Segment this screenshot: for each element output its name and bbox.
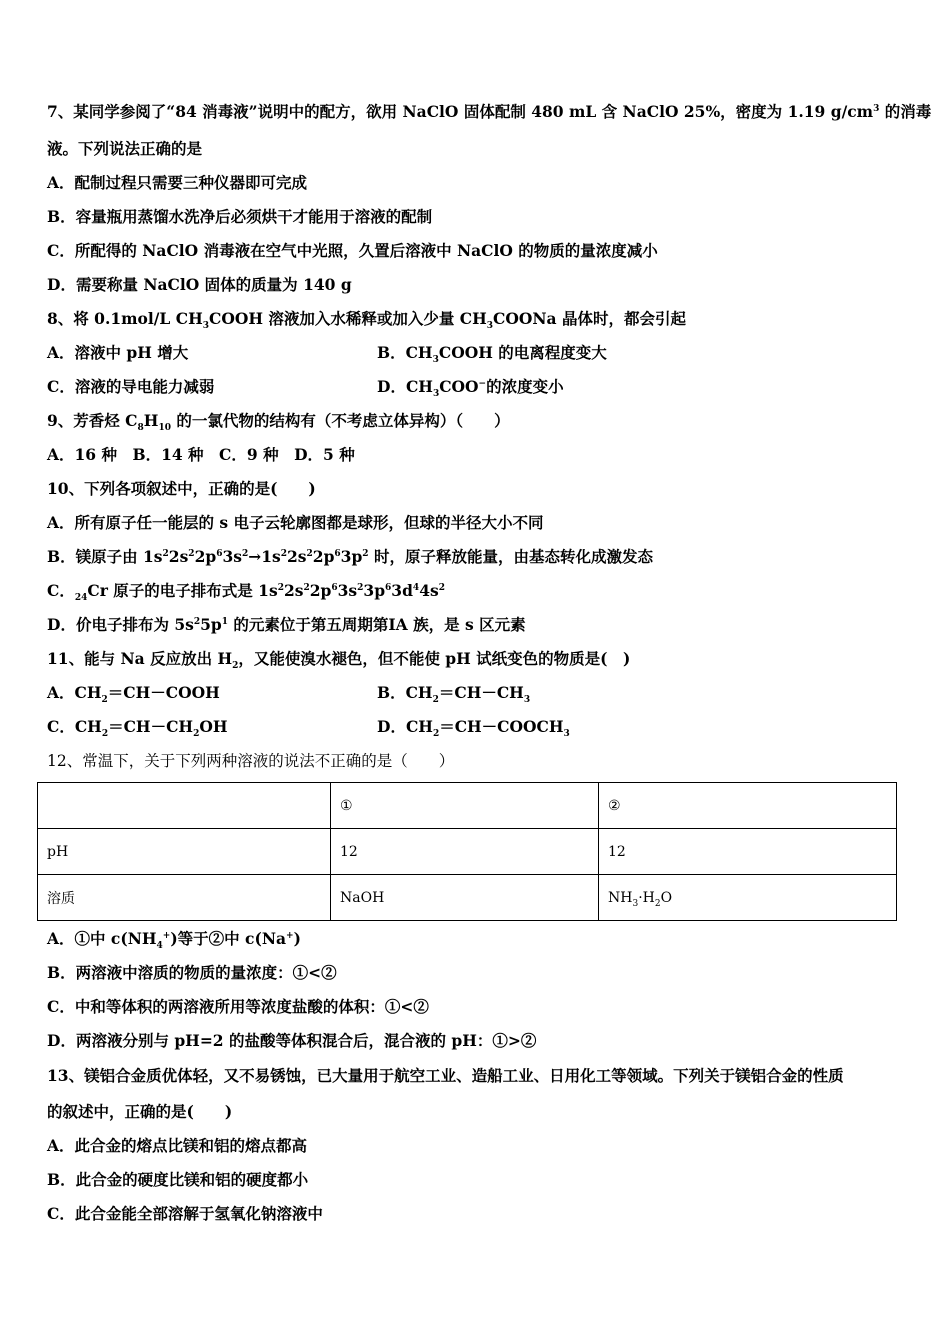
- q8-option-c: C．溶液的导电能力减弱: [47, 377, 215, 396]
- q11-option-b: B．$CH_2=CH-CH_3$: [377, 683, 531, 706]
- table-row: [38, 829, 897, 875]
- q12-table: [37, 782, 897, 921]
- q10-option-c: C．$_{24}$Cr 原子的电子排布式是 $1s^22s^22p^63s^23p^63d^44s^2$: [47, 581, 445, 604]
- q7-stem-line1: 7、某同学参阅了“84 消毒液”说明中的配方，欲用 NaClO 固体配制 480 mL 含 NaClO 25%，密度为 1.19 $g/cm^3$ 的消毒: [47, 102, 932, 121]
- q10-option-d: D．价电子排布为 $5s^25p^1$ 的元素位于第五周期第ⅠA 族，是 s 区元素: [47, 615, 526, 634]
- q11-option-c: C．$CH_2=CH-CH_2OH$: [47, 717, 228, 740]
- table-cell: 12: [599, 829, 897, 875]
- q7-stem-line2: 液。下列说法正确的是: [47, 139, 203, 158]
- table-cell: 12: [331, 829, 599, 875]
- q13-stem-line1: 13、镁铝合金质优体轻，又不易锈蚀，已大量用于航空工业、造船工业、日用化工等领域。下列关于镁铝合金的性质: [47, 1066, 844, 1085]
- q13-option-c: C．此合金能全部溶解于氢氧化钠溶液中: [47, 1204, 323, 1223]
- q9-options: A．16 种 B．14 种 C．9 种 D．5 种: [47, 445, 355, 464]
- table-cell: NaOH: [331, 875, 599, 921]
- table-row: [38, 875, 897, 921]
- q7-option-b: B．容量瓶用蒸馏水洗净后必须烘干才能用于溶液的配制: [47, 207, 433, 226]
- table-row: [38, 783, 897, 829]
- table-cell: 溶质: [38, 875, 331, 921]
- q10-stem: 10、下列各项叙述中，正确的是( ): [47, 479, 316, 498]
- table-cell: $NH_3\cdot H_2O$: [599, 875, 897, 921]
- table-cell: pH: [38, 829, 331, 875]
- q7-option-d: D．需要称量 NaClO 固体的质量为 140 g: [47, 275, 352, 294]
- q9-stem: 9、芳香烃 $C_8H_{10}$ 的一氯代物的结构有（不考虑立体异构）（ ）: [47, 411, 510, 434]
- q12-option-a: A．①中 $c(NH_4^+)$等于②中 c(Na+): [47, 929, 301, 952]
- q7-option-a: A．配制过程只需要三种仪器即可完成: [47, 173, 308, 192]
- q12-option-b: B．两溶液中溶质的物质的量浓度：①<②: [47, 963, 337, 982]
- table-cell: ②: [599, 783, 897, 829]
- q11-stem: 11、能与 Na 反应放出 $H_2$，又能使溴水褪色，但不能使 pH 试纸变色的物质是( ): [47, 649, 631, 672]
- q13-option-b: B．此合金的硬度比镁和铝的硬度都小: [47, 1170, 309, 1189]
- table-cell: [38, 783, 331, 829]
- q10-option-a: A．所有原子任一能层的 s 电子云轮廓图都是球形，但球的半径大小不同: [47, 513, 544, 532]
- q12-stem: 12、常温下，关于下列两种溶液的说法不正确的是（ ）: [47, 752, 455, 770]
- q13-stem-line2: 的叙述中，正确的是( ): [47, 1102, 233, 1121]
- q13-option-a: A．此合金的熔点比镁和铝的熔点都高: [47, 1136, 308, 1155]
- q10-option-b: B．镁原子由 $1s^22s^22p^63s^2\to 1s^22s^22p^63p^2$ 时，原子释放能量，由基态转化成激发态: [47, 547, 653, 566]
- q8-option-b: B．$CH_3COOH$ 的电离程度变大: [377, 343, 607, 366]
- q8-option-a: A．溶液中 pH 增大: [47, 343, 189, 362]
- q8-option-d: D．$CH_3COO^-$的浓度变小: [377, 377, 564, 400]
- q12-option-d: D．两溶液分别与 pH=2 的盐酸等体积混合后，混合液的 pH：①>②: [47, 1031, 537, 1050]
- q8-stem: 8、将 0.1mol/L $CH_3COOH$ 溶液加入水稀释或加入少量 $CH_3COONa$ 晶体时，都会引起: [47, 309, 686, 332]
- q7-option-c: C．所配得的 NaClO 消毒液在空气中光照，久置后溶液中 NaClO 的物质的量浓度减小: [47, 241, 658, 260]
- q12-option-c: C．中和等体积的两溶液所用等浓度盐酸的体积：①<②: [47, 997, 429, 1016]
- q11-option-a: A．$CH_2=CH-COOH$: [47, 683, 220, 706]
- table-cell: ①: [331, 783, 599, 829]
- q11-option-d: D．$CH_2=CH-COOCH_3$: [377, 717, 570, 740]
